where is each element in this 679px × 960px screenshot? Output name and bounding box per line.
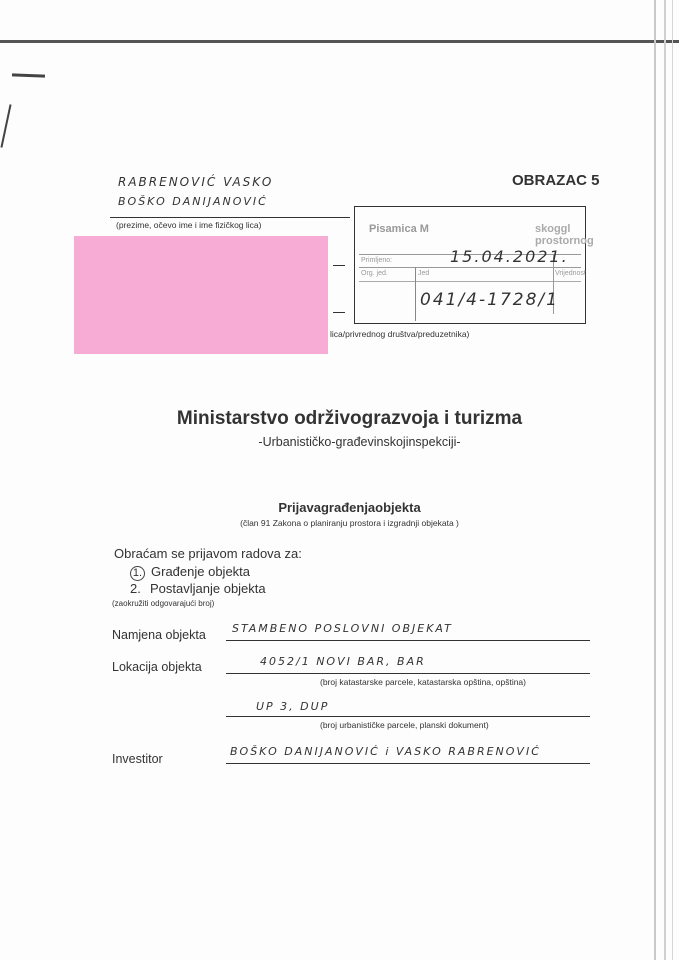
stamp-title-right: skoggl prostornog [535, 223, 594, 247]
stamp-date: 15.04.2021. [450, 247, 569, 266]
urban-parcel-caption: (broj urbanističke parcele, planski dokument) [320, 720, 489, 730]
registry-stamp [354, 206, 594, 324]
option-placement[interactable] [130, 581, 266, 596]
stamp-label-jed: Jed [418, 270, 430, 277]
purpose-label: Namjena objekta [112, 628, 206, 642]
stamp-reference-number: 041/4-1728/1 [420, 290, 559, 310]
scan-edge-lines [652, 0, 679, 960]
applicant-name-caption: (prezime, očevo ime i ime fizičkog lica) [116, 220, 262, 230]
option-label: Postavljanje objekta [150, 581, 266, 596]
stamp-grid-line [415, 267, 416, 321]
urban-parcel-value[interactable]: UP 3, DUP [256, 700, 330, 713]
purpose-rule [226, 640, 590, 641]
pen-mark-dash [12, 73, 45, 77]
location-rule [226, 673, 590, 674]
stamp-label-value: Vrijednost [555, 270, 586, 277]
choose-note: (zaokružiti odgovarajući broj) [112, 599, 215, 608]
intro-text: Obraćam se prijavom radova za: [114, 546, 302, 561]
location-caption: (broj katastarske parcele, katastarska opština, opština) [320, 677, 526, 687]
applicant-name-line1: RABRENOVIĆ VASKO [118, 175, 274, 189]
stamp-label-org: Org. jed. [361, 270, 388, 277]
applicant-name-line2: BOŠKO DANIJANOVIĆ [118, 195, 268, 208]
location-label: Lokacija objekta [112, 660, 202, 674]
stamp-label-received: Primljeno: [361, 257, 393, 264]
law-reference: (član 91 Zakona o planiranju prostora i izgradnji objekata ) [240, 518, 459, 528]
pen-mark-slash [0, 104, 11, 147]
option-number: 2. [130, 581, 141, 596]
option-construction[interactable] [130, 564, 250, 581]
form-number-title: OBRAZAC 5 [512, 172, 600, 189]
stamp-title-left: Pisamica M [369, 223, 429, 235]
option-label: Građenje objekta [151, 564, 251, 579]
form-heading: Prijavagrađenjaobjekta [278, 500, 421, 515]
stamp-grid-line [359, 267, 581, 268]
location-value[interactable]: 4052/1 NOVI BAR, BAR [260, 655, 426, 668]
redacted-block [74, 236, 328, 354]
field-tick [333, 312, 345, 313]
field-tick [333, 265, 345, 266]
investor-label: Investitor [112, 752, 163, 766]
ministry-name: Ministarstvo održivograzvoja i turizma [176, 408, 523, 429]
top-rule [0, 40, 679, 43]
applicant-name-rule [110, 217, 350, 218]
legal-entity-caption: lica/privrednog društva/preduzetnika) [330, 329, 470, 339]
investor-value[interactable]: BOŠKO DANIJANOVIĆ i VASKO RABRENOVIĆ [230, 745, 541, 758]
stamp-grid-line [359, 281, 581, 282]
urban-parcel-rule [226, 716, 590, 717]
ministry-department: -Urbanističko-građevinskojinspekciji- [258, 435, 461, 449]
option-number-circled: 1. [130, 566, 145, 581]
investor-rule [226, 763, 590, 764]
purpose-value[interactable]: STAMBENO POSLOVNI OBJEKAT [232, 622, 453, 635]
